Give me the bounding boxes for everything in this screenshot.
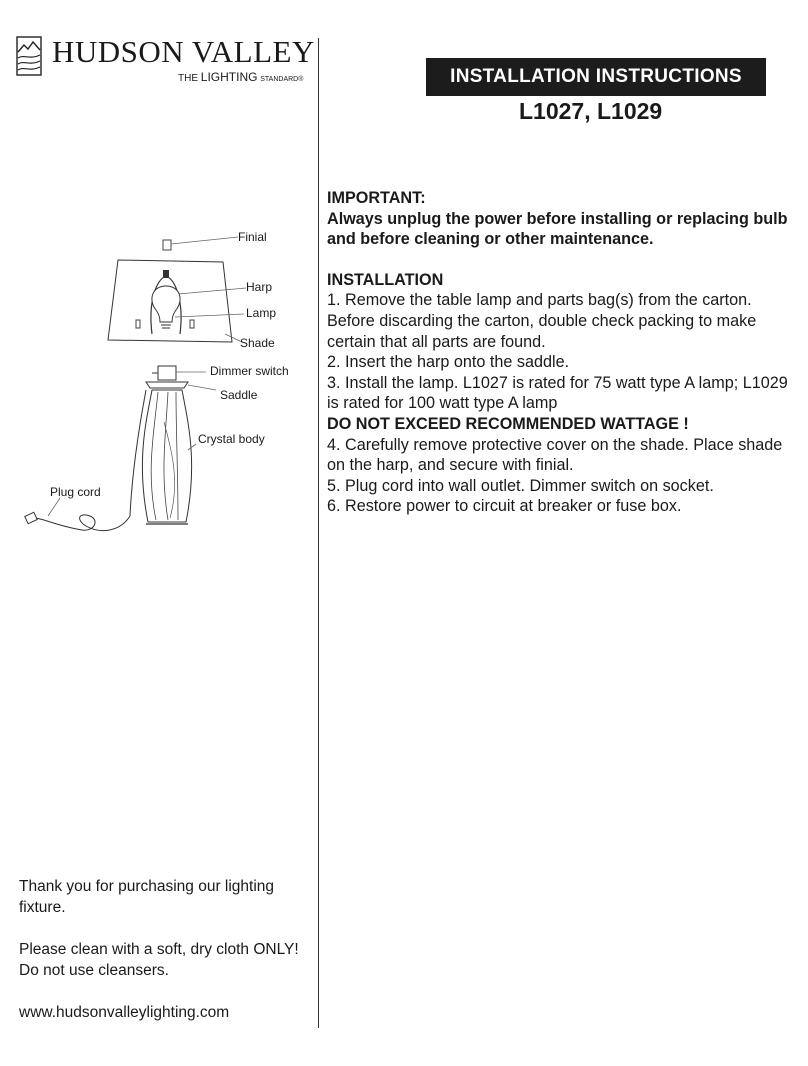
brand-tagline <box>178 70 303 84</box>
model-numbers: L1027, L1029 <box>519 98 663 124</box>
important-heading: IMPORTANT: <box>327 189 426 207</box>
label-crystal-body: Crystal body <box>198 432 265 446</box>
lamp-illustration <box>20 222 310 552</box>
step-2: 2. Insert the harp onto the saddle. <box>327 353 570 372</box>
tagline-suffix: STANDARD® <box>260 76 304 83</box>
step-1: 1. Remove the table lamp and parts bag(s) from the carton. Before discarding the carton, double check packing to make certain that all parts are found. <box>327 291 757 351</box>
instructions-column <box>327 188 797 517</box>
column-divider <box>318 38 319 1028</box>
label-lamp: Lamp <box>246 306 277 320</box>
title-banner: INSTALLATION INSTRUCTIONS <box>426 58 766 96</box>
label-saddle: Saddle <box>220 388 258 402</box>
step-6: 6. Restore power to circuit at breaker or fuse box. <box>327 497 682 516</box>
installation-heading: INSTALLATION <box>327 270 444 289</box>
label-plug-cord: Plug cord <box>50 485 101 499</box>
label-shade: Shade <box>240 336 275 350</box>
website-link[interactable]: www.hudsonvalleylighting.com <box>19 1004 230 1021</box>
care-note: Please clean with a soft, dry cloth ONLY! Do not use cleansers. <box>19 941 299 979</box>
step-4: 4. Carefully remove protective cover on the shade. Place shade on the harp, and secure with finial. <box>327 435 783 475</box>
tagline-prefix: THE <box>178 73 198 84</box>
step-3: 3. Install the lamp. L1027 is rated for 75 watt type A lamp; L1029 is rated for 100 watt type A lamp <box>327 373 788 413</box>
brand-name: HUDSON VALLEY <box>52 34 315 69</box>
brand-logo <box>16 36 316 86</box>
important-text: Always unplug the power before installing or replacing bulb and before cleaning or other maintenance. <box>327 209 788 249</box>
tagline-main: LIGHTING <box>200 70 258 84</box>
mountain-logo-icon <box>16 36 42 76</box>
footer-notes <box>19 876 309 1044</box>
step-5: 5. Plug cord into wall outlet. Dimmer switch on socket. <box>327 476 714 495</box>
wattage-warning: DO NOT EXCEED RECOMMENDED WATTAGE ! <box>327 414 689 433</box>
label-dimmer-switch: Dimmer switch <box>210 364 289 378</box>
lamp-diagram <box>20 222 310 552</box>
label-harp: Harp <box>246 280 273 294</box>
label-finial: Finial <box>238 230 267 244</box>
thank-you-note: Thank you for purchasing our lighting fixture. <box>19 878 275 916</box>
